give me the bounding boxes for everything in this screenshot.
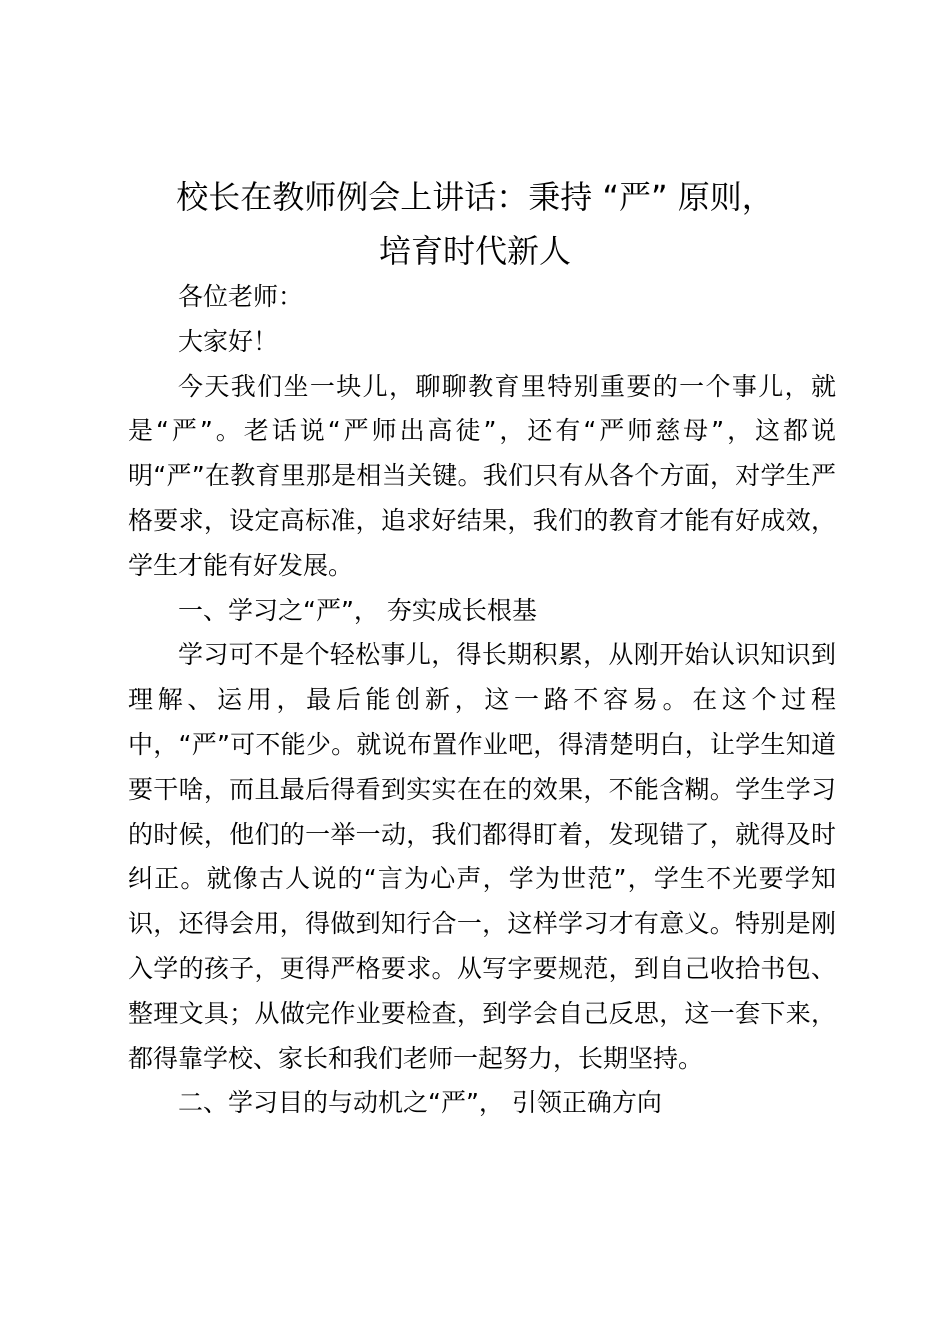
- greeting: 大家好！: [178, 326, 279, 356]
- document-body: [128, 275, 836, 1126]
- document-title: [110, 170, 840, 278]
- salutation: 各位老师：: [178, 282, 304, 311]
- section-1-paragraph: 学习可不是个轻松事儿，得长期积累，从刚开始认识知识到理解、运用，最后能创新，这一路不容易。在这个过程中，“严”可不能少。就说布置作业吧，得清楚明白，让学生知道要干啥，而且最后得看到实实在在的效果，不能含糊。学生学习的时候，他们的一举一动，我们都得盯着，发现错了，就得及时纠正。就像古人说的“言为心声，学为世范”，学生不光要学知识，还得会用，得做到知行合一，这样学习才有意义。特别是刚入学的孩子，更得严格要求。从写字要规范，到自己收拾书包、整理文具；从做完作业要检查，到学会自己反思，这一套下来，都得靠学校、家长和我们老师一起努力，长期坚持。: [128, 640, 836, 1073]
- title-line-1: 校长在教师例会上讲话：秉持 “严” 原则，: [176, 178, 774, 216]
- intro-paragraph: 今天我们坐一块儿，聊聊教育里特别重要的一个事儿，就是“严”。老话说“严师出高徒”，还有“严师慈母”，这都说明“严”在教育里那是相当关键。我们只有从各个方面，对学生严格要求，设定高标准，追求好结果，我们的教育才能有好成效，学生才能有好发展。: [128, 371, 836, 580]
- section-1-heading: 一、学习之“严”， 夯实成长根基: [178, 595, 537, 625]
- title-line-2: 培育时代新人: [378, 232, 571, 270]
- section-2-heading: 二、学习目的与动机之“严”， 引领正确方向: [178, 1088, 662, 1118]
